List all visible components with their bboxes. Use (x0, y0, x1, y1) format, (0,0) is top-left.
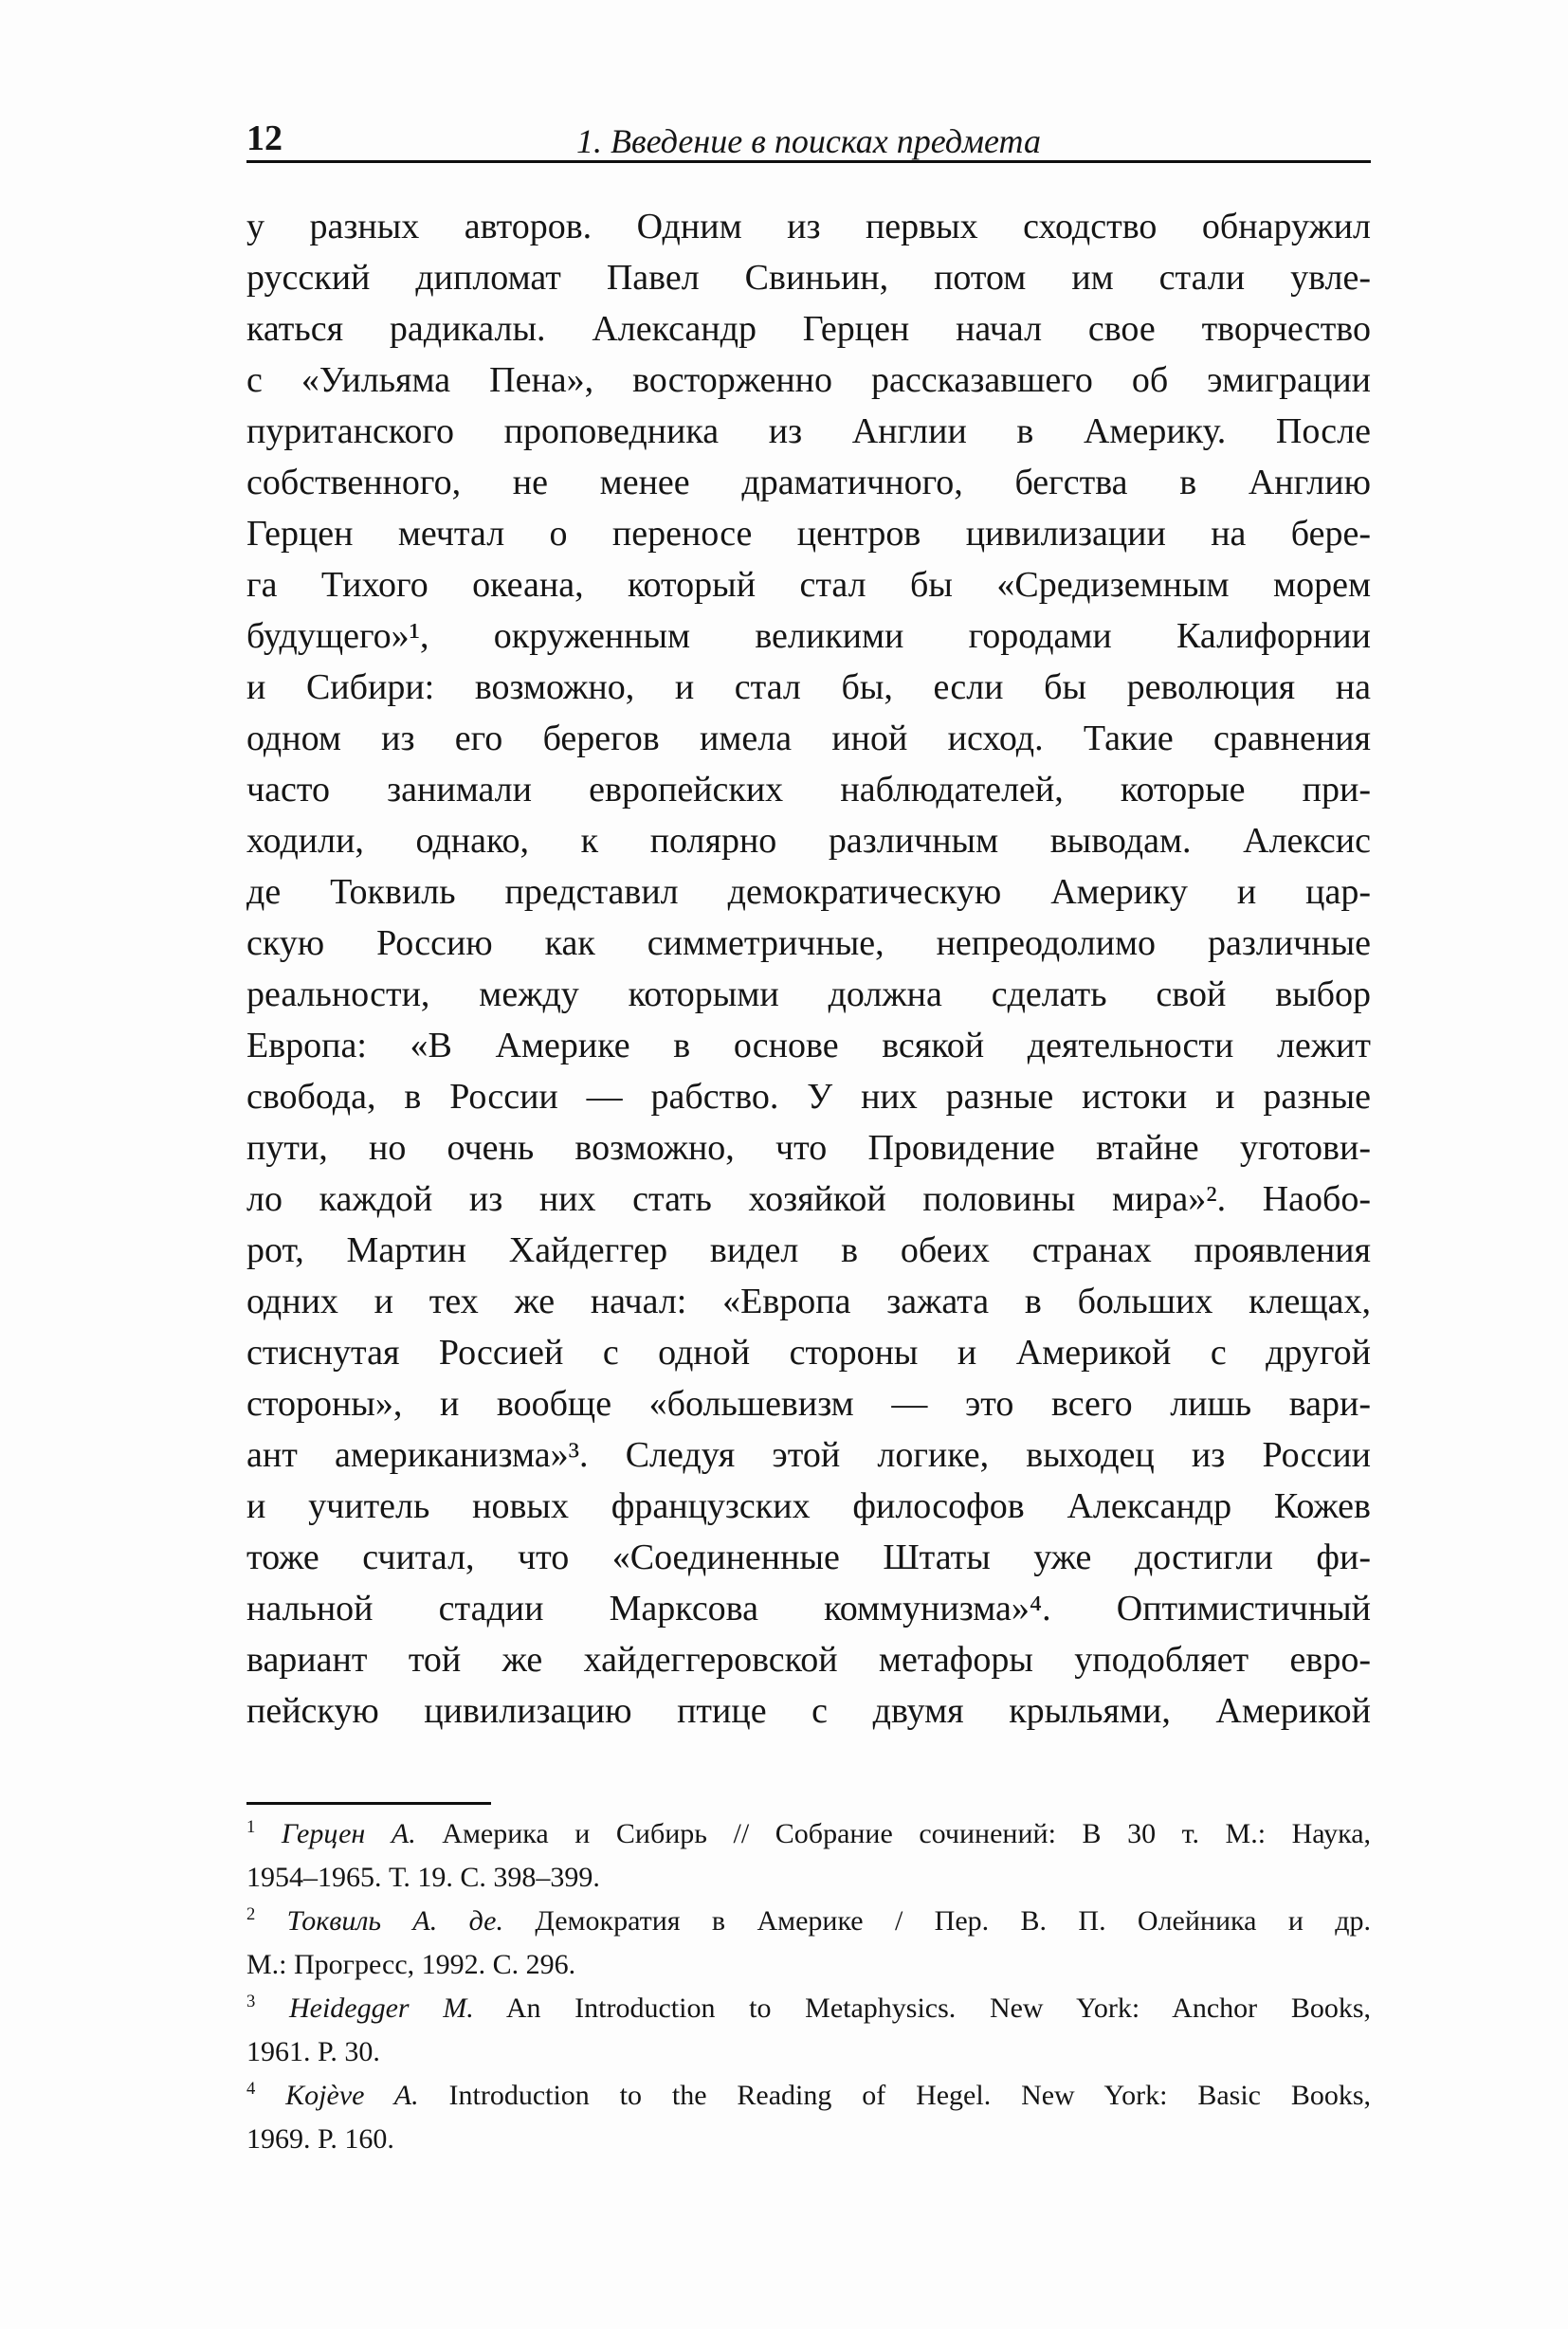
footnote-separator-rule (246, 1802, 491, 1805)
body-paragraph (246, 201, 1371, 1737)
footnote (246, 1812, 1371, 1900)
body-line: га Тихого океана, который стал бы «Средиземным морем (246, 565, 1371, 605)
footnote (246, 2074, 1371, 2161)
footnote-author: Heidegger M. (288, 1992, 474, 2024)
footnote-text: Introduction to the Reading of Hegel. New York: Basic Books, (448, 2080, 1371, 2111)
body-line: тоже считал, что «Соединенные Штаты уже достигли фи- (246, 1538, 1371, 1577)
body-line: нальной стадии Марксова коммунизма»⁴. Оптимистичный (246, 1589, 1371, 1628)
body-line: часто занимали европейских наблюдателей, которые при- (246, 770, 1371, 810)
footnote-marker: 3 (246, 1992, 256, 2011)
footnotes (246, 1812, 1371, 2161)
body-line: и Сибири: возможно, и стал бы, если бы революция на (246, 667, 1371, 707)
body-line: стороны», и вообще «большевизм — это всего лишь вари- (246, 1384, 1371, 1424)
body-line: пейскую цивилизацию птице с двумя крыльями, Америкой (246, 1691, 1371, 1731)
body-line: Европа: «В Америке в основе всякой деятельности лежит (246, 1026, 1371, 1065)
footnote-first-line (246, 1900, 1371, 1943)
footnote-author: Токвиль А. де. (286, 1905, 503, 1937)
body-line: Герцен мечтал о переносе центров цивилизации на бере- (246, 514, 1371, 554)
footnote-text: Демократия в Америке / Пер. В. П. Олейника и др. (535, 1905, 1371, 1937)
body-line: вариант той же хайдеггеровской метафоры уподобляет евро- (246, 1640, 1371, 1680)
footnote-text: An Introduction to Metaphysics. New York: Anchor Books, (505, 1992, 1371, 2024)
footnote-second-line: 1961. P. 30. (246, 2036, 380, 2067)
body-line: реальности, между которыми должна сделать свой выбор (246, 974, 1371, 1014)
footnote-first-line (246, 2074, 1371, 2118)
body-line: собственного, не менее драматичного, бегства в Англию (246, 463, 1371, 502)
footnote-second-line: 1969. P. 160. (246, 2123, 394, 2155)
body-line: стиснутая Россией с одной стороны и Америкой с другой (246, 1333, 1371, 1373)
footnote-author: Герцен А. (281, 1818, 416, 1849)
body-line: рот, Мартин Хайдеггер видел в обеих странах проявления (246, 1230, 1371, 1270)
body-line: с «Уильяма Пена», восторженно рассказавшего об эмиграции (246, 360, 1371, 400)
footnote-text: Америка и Сибирь // Собрание сочинений: В 30 т. М.: Наука, (442, 1818, 1371, 1849)
body-line: де Токвиль представил демократическую Америку и цар- (246, 872, 1371, 912)
body-line: у разных авторов. Одним из первых сходство обнаружил (246, 207, 1371, 246)
text-block (246, 0, 1371, 2329)
footnote-marker: 2 (246, 1904, 256, 1924)
footnote-second-line: М.: Прогресс, 1992. С. 296. (246, 1949, 576, 1980)
body-line: одних и тех же начал: «Европа зажата в больших клещах, (246, 1282, 1371, 1321)
footnote-first-line (246, 1812, 1371, 1856)
footnote-marker: 4 (246, 2079, 256, 2099)
footnote-first-line (246, 1987, 1371, 2030)
footnote-marker: 1 (246, 1817, 256, 1837)
body-line: скую Россию как симметричные, непреодолимо различные (246, 923, 1371, 963)
footnote (246, 1987, 1371, 2074)
footnote-second-line: 1954–1965. Т. 19. С. 398–399. (246, 1862, 600, 1893)
footnote (246, 1900, 1371, 1987)
body-line: пуританского проповедника из Англии в Америку. После (246, 411, 1371, 451)
body-line: русский дипломат Павел Свиньин, потом им стали увле- (246, 258, 1371, 298)
page-number: 12 (246, 118, 283, 158)
body-line: ант американизма»³. Следуя этой логике, выходец из России (246, 1435, 1371, 1475)
body-line: одном из его берегов имела иной исход. Такие сравнения (246, 719, 1371, 758)
body-line: пути, но очень возможно, что Провидение втайне уготови- (246, 1128, 1371, 1168)
body-line: будущего»¹, окруженным великими городами Калифорнии (246, 616, 1371, 656)
body-line: ходили, однако, к полярно различным выводам. Алексис (246, 821, 1371, 861)
body-line: и учитель новых французских философов Александр Кожев (246, 1486, 1371, 1526)
footnote-author: Kojève A. (285, 2080, 419, 2111)
header-rule (246, 160, 1371, 163)
body-line: свобода, в России — рабство. У них разные истоки и разные (246, 1077, 1371, 1117)
body-line: каться радикалы. Александр Герцен начал свое творчество (246, 309, 1371, 349)
running-head (246, 114, 1371, 163)
body-line: ло каждой из них стать хозяйкой половины мира»². Наобо- (246, 1179, 1371, 1219)
chapter-running-title: 1. Введение в поисках предмета (576, 122, 1041, 160)
